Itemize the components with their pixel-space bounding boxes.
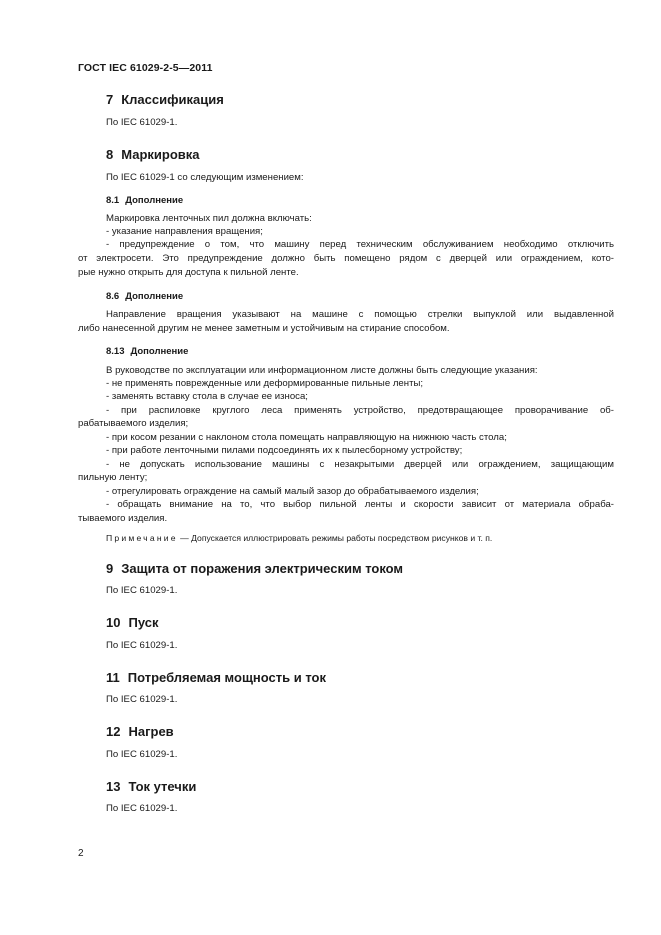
subsection-title: Дополнение <box>130 346 189 357</box>
section-number: 10 <box>106 615 121 630</box>
subsection-8-6-heading <box>106 291 183 302</box>
section-title: Потребляемая мощность и ток <box>127 670 326 685</box>
subsection-number: 8.13 <box>106 346 125 357</box>
paragraph-line: пильную ленту; <box>78 472 148 483</box>
section-number: 11 <box>106 670 120 685</box>
section-7-text: По IEC 61029-1. <box>106 117 178 128</box>
section-title: Защита от поражения электрическим током <box>121 561 404 576</box>
section-12-text: По IEC 61029-1. <box>106 749 178 760</box>
section-13-heading <box>106 779 196 794</box>
document-header: ГОСТ IEC 61029-2-5—2011 <box>78 62 213 74</box>
note-text: — Допускается иллюстрировать режимы работы посредством рисунков и т. п. <box>177 533 493 543</box>
section-number: 7 <box>106 92 114 107</box>
paragraph-line: В руководстве по эксплуатации или информационном листе должны быть следующие указания: <box>106 365 538 376</box>
subsection-8-13-heading <box>106 346 188 357</box>
section-title: Ток утечки <box>128 779 197 794</box>
section-11-text: По IEC 61029-1. <box>106 694 178 705</box>
paragraph-line: рабатываемого изделия; <box>78 418 189 429</box>
section-10-text: По IEC 61029-1. <box>106 640 178 651</box>
subsection-title: Дополнение <box>125 291 184 302</box>
subsection-title: Дополнение <box>125 195 184 206</box>
paragraph-line: Направление вращения указывают на машине с помощью стрелки выпуклой или выдавленной <box>106 309 614 320</box>
section-7-heading <box>106 92 224 107</box>
subsection-number: 8.6 <box>106 291 120 302</box>
section-number: 12 <box>106 724 121 739</box>
list-item: - не допускать использование машины с незакрытыми дверцей или ограждением, защищающим <box>106 459 614 470</box>
section-8-heading <box>106 147 200 162</box>
section-12-heading <box>106 724 174 739</box>
section-8-text: По IEC 61029-1 со следующим изменением: <box>106 172 304 183</box>
section-number: 8 <box>106 147 114 162</box>
section-9-text: По IEC 61029-1. <box>106 585 178 596</box>
paragraph-line: рые нужно открыть для доступа к пильной ленте. <box>78 267 299 278</box>
section-title: Пуск <box>128 615 159 630</box>
note <box>106 533 492 543</box>
section-10-heading <box>106 615 158 630</box>
note-label: Примечание <box>106 533 178 543</box>
list-item: - при работе ленточными пилами подсоединять их к пылесборному устройству; <box>106 445 463 456</box>
list-item: - не применять поврежденные или деформированные пильные ленты; <box>106 378 424 389</box>
list-item: - при косом резании с наклоном стола помещать направляющую на нижнюю часть стола; <box>106 432 507 443</box>
section-9-heading <box>106 561 403 576</box>
section-title: Маркировка <box>121 147 200 162</box>
section-11-heading <box>106 670 326 685</box>
list-item: - предупреждение о том, что машину перед техническим обслуживанием необходимо отключить <box>106 239 614 250</box>
section-title: Классификация <box>121 92 224 107</box>
list-item: - при распиловке круглого леса применять устройство, предотвращающее проворачивание об- <box>106 405 614 416</box>
section-number: 9 <box>106 561 114 576</box>
paragraph-line: Маркировка ленточных пил должна включать: <box>106 213 312 224</box>
list-item: - указание направления вращения; <box>106 226 263 237</box>
page-number: 2 <box>78 848 84 859</box>
section-13-text: По IEC 61029-1. <box>106 803 178 814</box>
list-item: - обращать внимание на то, что выбор пильной ленты и скорости зависит от материала обраба- <box>106 499 614 510</box>
section-title: Нагрев <box>128 724 174 739</box>
paragraph-line: от электросети. Это предупреждение должно быть помещено рядом с дверцей или ограждением, кото- <box>78 253 614 264</box>
subsection-8-1-heading <box>106 195 183 206</box>
section-number: 13 <box>106 779 121 794</box>
list-item: - заменять вставку стола в случае ее износа; <box>106 391 308 402</box>
list-item: - отрегулировать ограждение на самый малый зазор до обрабатываемого изделия; <box>106 486 479 497</box>
subsection-number: 8.1 <box>106 195 120 206</box>
paragraph-line: либо нанесенной другим не менее заметным и устойчивым на стирание способом. <box>78 323 450 334</box>
paragraph-line: тываемого изделия. <box>78 513 168 524</box>
